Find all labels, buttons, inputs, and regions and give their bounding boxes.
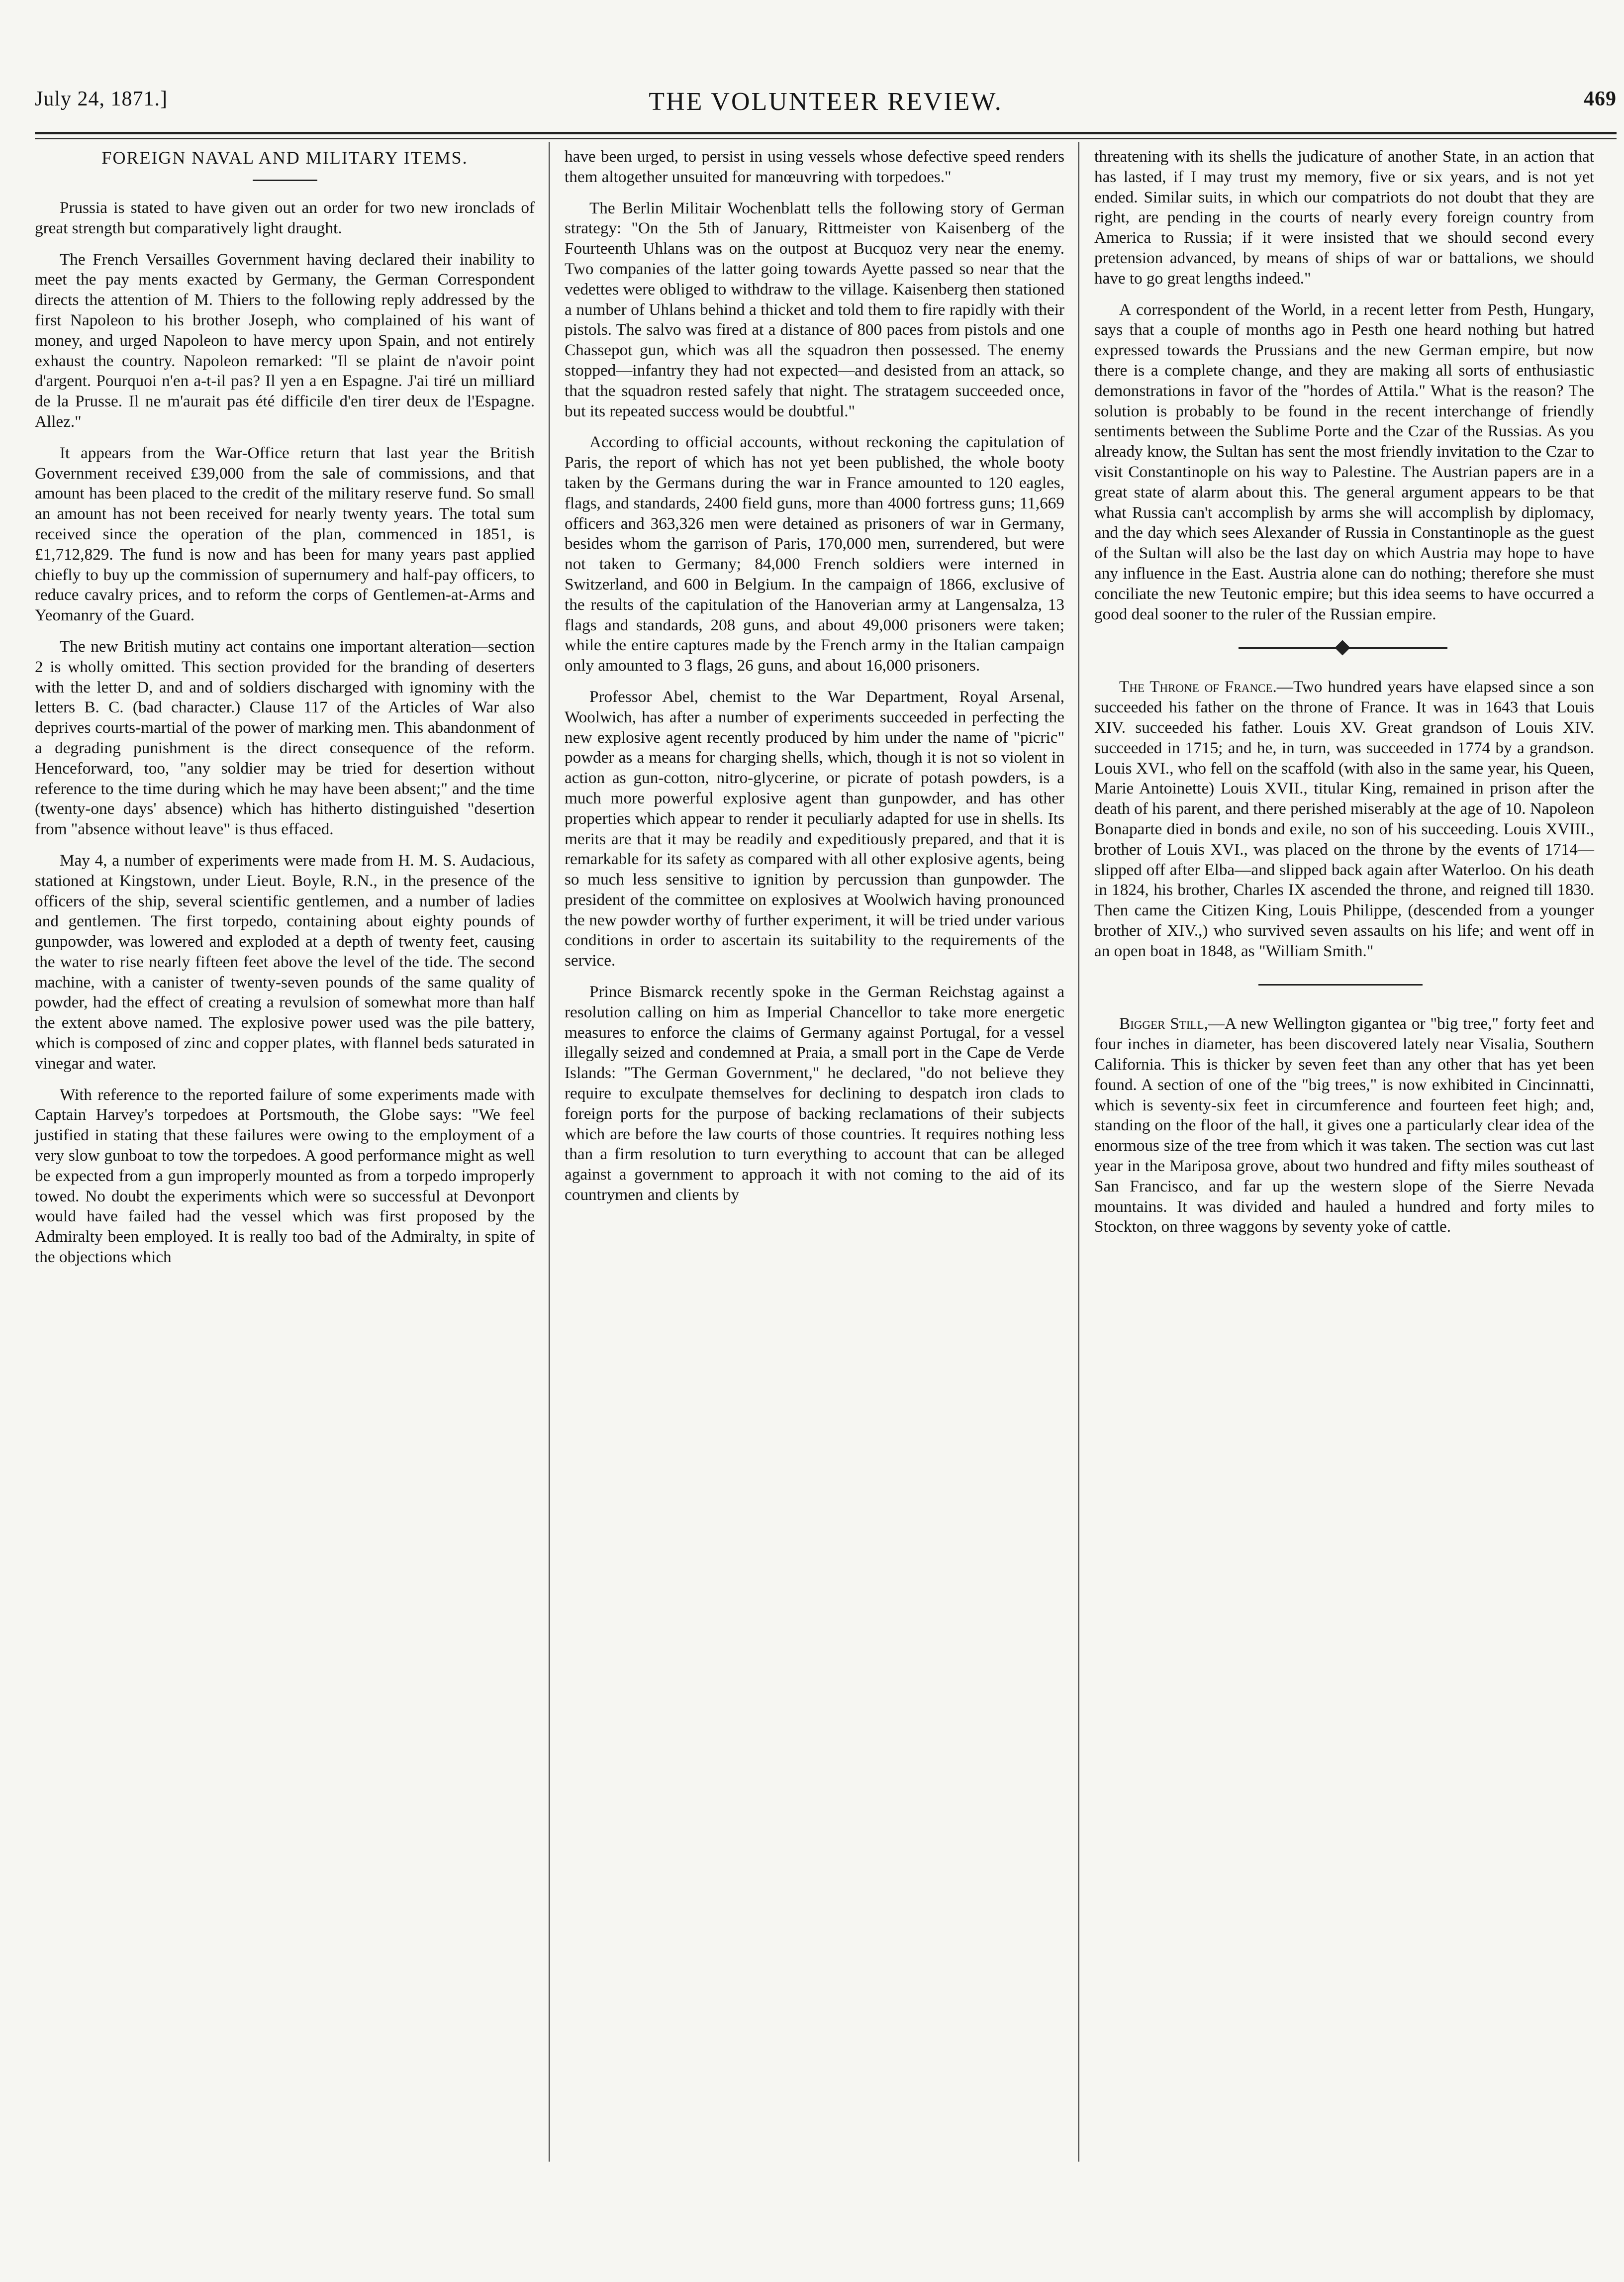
paragraph-throne-of-france [1094,677,1594,961]
paragraph-bigger-still [1094,1014,1594,1237]
column-3 [1094,147,1594,1248]
article-heading: FOREIGN NAVAL AND MILITARY ITEMS. [101,148,468,168]
paragraph: Prince Bismarck recently spoke in the German Reichstag against a resolution calling on him as Imperial Chancellor to take more energetic measures to enforce the claims of Germany against Portugal, for a vessel illegally seized and condemned at Praia, a small port in the Cape de Verde Islands: "The German Government," he declared, "do not believe they require to exculpate themselves for declining to despatch iron clads to foreign ports for the purpose of backing reclamations of their subjects which are before the law courts of those countries. It requires nothing less than a firm resolution to turn everything to account that can be alleged against a government to approach it with not coming to the aid of its countrymen and clients by [565,983,1064,1204]
page-header [35,87,1617,127]
paragraph: Prussia is stated to have given out an order for two new ironclads of great strength but comparatively light draught. [35,198,535,237]
paragraph: The French Versailles Government having declared their inability to meet the pay ments exacted by Germany, the German Correspondent directs the attention of M. Thiers to the following reply addressed by the first Napoleon to his brother Joseph, who complained of his want of money, and urged Napoleon to have mercy upon Spain, and not entirely exhaust the country. Napoleon remarked: "Il se plaint de n'avoir point d'argent. Pourquoi n'en a-t-il pas? Il yen a en Espagne. J'ai tiré un milliard de la Prusse. Il ne m'aurait pas été difficile d'en tirer deux de l'Espagne. Allez." [35,250,535,431]
header-rule [35,132,1617,134]
column-2 [565,147,1064,1216]
page-number: 469 [1584,88,1617,110]
lead-in: Bigger Still, [1119,1014,1208,1033]
header-rule-thin [35,138,1617,139]
paragraph: May 4, a number of experiments were made from H. M. S. Audacious, stationed at Kingstown, under Lieut. Boyle, R.N., in the presence of the officers of the ship, several scientific gentlemen, and a number of ladies and gentlemen. The first torpedo, containing about eighty pounds of gunpowder, was lowered and exploded at a depth of twenty feet, causing the water to rise nearly fifteen feet above the level of the tide. The second machine, with a canister of twenty-seven pounds of the same quality of powder, had the effect of creating a revulsion of somewhat more than half the extent above named. The explosive power used was the pile battery, which is composed of zinc and copper plates, with flannel beds saturated in vinegar and water. [35,851,535,1073]
paragraph: It appears from the War-Office return that last year the British Government received £39,000 from the sale of commissions, and that amount has been placed to the credit of the military reserve fund. So small an amount has not been received for nearly twenty years. The total sum received since the operation of the plan, commenced in 1851, is £1,712,829. The fund is now and has been for many years past applied chiefly to buy up the commission of supernumery and half-pay officers, to reduce cavalry prices, and to reform the corps of Gentlemen-at-Arms and Yeomanry of the Guard. [35,443,535,625]
header-date: July 24, 1871.] [35,88,168,110]
column-divider [1078,142,1079,2162]
column-1 [35,147,535,1279]
paragraph: The Berlin Militair Wochenblatt tells the following story of German strategy: "On the 5th of January, Rittmeister von Kaisenberg of the Fourteenth Uhlans was on the outpost at Bucquoz very near the enemy. Two companies of the latter going towards Ayette passed so near that the vedettes were obliged to withdraw to the village. Kaisenberg then stationed a number of Uhlans behind a thicket and told them to fire rapidly with their pistols. The salvo was fired at a distance of 800 paces from pistols and one Chassepot gun, which was all the squadron then possessed. The enemy stopped—infantry they had not expected—and desisted from an attack, so that the squadron rested safely that night. The stratagem succeeded once, but its repeated success would be doubtful." [565,198,1064,420]
paragraph: With reference to the reported failure of some experiments made with Captain Harvey's torpedoes at Portsmouth, the Globe says: "We feel justified in stating that these failures were owing to the employment of a very slow gunboat to tow the torpedoes. A good performance might as well be expected from a gun improperly mounted as from a torpedo improperly towed. No doubt the experiments which were so successful at Devonport would have failed had the vessel which was first proposed by the Admiralty been employed. It is really too bad of the Admiralty, in spite of the objections which [35,1085,535,1267]
heading-rule [253,180,317,181]
lead-in: The Throne of France. [1119,678,1277,696]
column-divider [549,142,550,2162]
paragraph: threatening with its shells the judicature of another State, in an action that has lasted, if I may trust my memory, five or six years, and is not yet ended. Similar suits, in which our compatriots do not doubt that they are right, are pending in the courts of nearly every foreign country from America to Russia; if it were insisted that we should second every pretension advanced, by means of ships of war or battalions, we should have to go great lengths indeed." [1094,147,1594,288]
paragraph: A correspondent of the World, in a recent letter from Pesth, Hungary, says that a couple of months ago in Pesth one heard nothing but hatred expressed towards the Prussians and the new German empire, but now there is a complete change, and they are making all sorts of enthusiastic demonstrations in favor of the "hordes of Attila." What is the reason? The solution is probably to be found in the recent interchange of friendly sentiments between the Sublime Porte and the Czar of the Russias. As you already know, the Sultan has sent the most friendly invitation to the Czar to visit Constantinople on his way to Palestine. The Austrian papers are in a great state of alarm about this. The general argument appears to be that what Russia can't accomplish by arms she will accomplish by diplomacy, and the day which sees Alexander of Russia in Constantinople as the guest of the Sultan will also be the last day on which Austria may hope to have any influence in the East. Austria alone can do nothing; therefore she must conciliate the new Teutonic empire; but this idea seems to have occurred a good deal sooner to the ruler of the Russian empire. [1094,300,1594,623]
paragraph-body: —A new Wellington gigantea or "big tree," forty feet and four inches in diameter, has been discovered lately near Visalia, Southern California. This is thicker by seven feet than any other that has yet been found. A section of one of the "big trees," is now exhibited in Cincinnatti, which is seventy-six feet in circumference and fourteen feet high; and, standing on the floor of the hall, it gives one a particularly clear idea of the enormous size of the tree from which it was taken. The section was cut last year in the Mariposa grove, about two hundred and fifty miles southeast of San Francisco, and far up the western slope of the Sierre Nevada mountains. It was divided and hauled a hundred and forty miles to Stockton, on three waggons by seventy yoke of cattle. [1094,1014,1595,1236]
paragraph: According to official accounts, without reckoning the capitulation of Paris, the report of which has not yet been published, the whole booty taken by the Germans during the war in France amounted to 120 eagles, flags, and standards, 2400 field guns, more than 4000 fortress guns; 11,669 officers and 363,326 men were detained as prisoners of war in Germany, besides whom the garrison of Paris, 170,000 men, surrendered, but were not taken to Germany; 84,000 French soldiers were interned in Switzerland, and 600 in Belgium. In the campaign of 1866, exclusive of the results of the capitulation of the Hanoverian army at Langensalza, 13 flags and standards, 208 guns, and about 49,000 prisoners were taken; while the entire captures made by the French army in the Italian campaign only amounted to 3 flags, 26 guns, and about 16,000 prisoners. [565,433,1064,675]
section-separator [1094,976,1594,994]
newspaper-page [35,40,1617,2269]
section-separator [1094,639,1594,657]
masthead-title: THE VOLUNTEER REVIEW. [649,88,1003,116]
paragraph-body: —Two hundred years have elapsed since a son succeeded his father on the throne of France. It was in 1643 that Louis XIV. succeeded his father. Louis XV. Great grandson of Louis XIV. succeeded in 1715; and he, in turn, was succeeded in 1774 by a grandson. Louis XVI., who fell on the scaffold (with also in the same year, his Queen, Marie Antoinette) Louis XVII., titular King, remained in prison after the death of his parent, and there perished miserably at the age of 10. Napoleon Bonaparte died in bonds and exile, no son of his succeeding. Louis XVIII., brother of Louis XVI., was placed on the throne by the events of 1714—slipped off after Elba—and slipped back again after Waterloo. On his death in 1824, his brother, Charles IX ascended the throne, and reigned till 1830. Then came the Citizen King, Louis Philippe, (descended from a younger brother of XIV.,) who survived seven assaults on his life; and went off in an open boat in 1848, as "William Smith." [1094,678,1594,960]
paragraph: have been urged, to persist in using vessels whose defective speed renders them altogether unsuited for manœuvring with torpedoes." [565,147,1064,186]
paragraph: The new British mutiny act contains one important alteration—section 2 is wholly omitted. This section provided for the branding of deserters with the letter D, and and of soldiers discharged with ignominy with the letters B. C. (bad character.) Clause 117 of the Articles of War also deprives courts-martial of the power of marking men. This abandonment of a degrading punishment is the direct consequence of the reform. Henceforward, too, "any soldier may be tried for desertion without reference to the time during which he may have been absent;" and the time (twenty-one days' absence) which has hitherto distinguished "desertion from "absence without leave" is thus effaced. [35,637,535,839]
paragraph: Professor Abel, chemist to the War Department, Royal Arsenal, Woolwich, has after a number of experiments succeeded in perfecting the new explosive agent recently produced by him under the name of "picric" powder as a means for charging shells, which, though it is not so violent in action as gun-cotton, nitro-glycerine, or picrate of potash powders, is a much more powerful explosive agent than gunpowder, and has other properties which appear to render it peculiarly adapted for use in shells. Its merits are that it may be readily and expeditiously prepared, and that it is remarkable for its safety as compared with all other explosive agents, being so much less sensitive to ignition by percussion than gunpowder. The president of the committee on explosives at Woolwich having pronounced the new powder worthy of further experiment, it will be tried under various conditions in order to ascertain its suitability to the requirements of the service. [565,687,1064,970]
